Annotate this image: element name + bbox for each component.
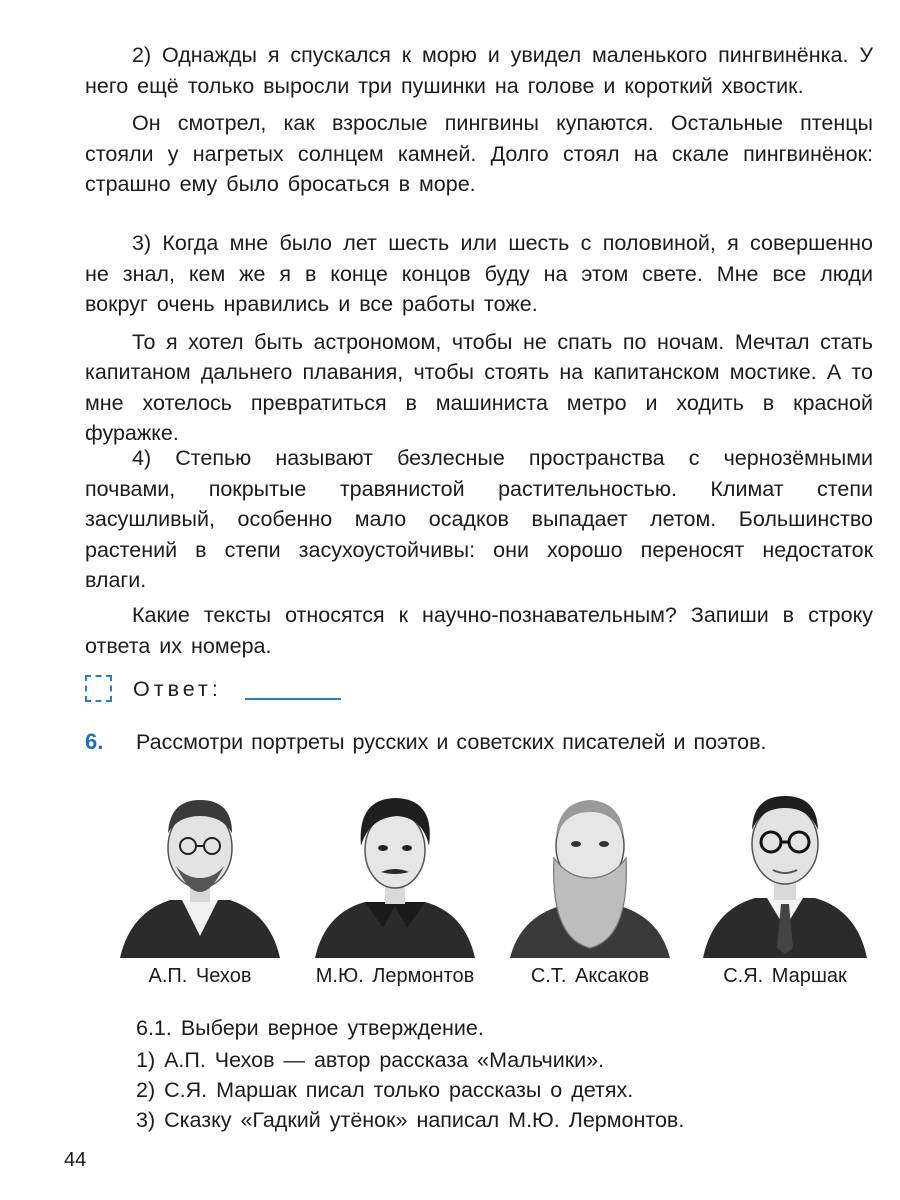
text-3 bbox=[85, 228, 873, 449]
portrait-caption: М.Ю. Лермонтов bbox=[315, 965, 475, 987]
portrait-marshak-icon bbox=[695, 778, 875, 958]
portrait-caption: А.П. Чехов bbox=[148, 965, 252, 987]
text-4 bbox=[85, 443, 873, 596]
task-6-number: 6. bbox=[85, 729, 104, 754]
text-3-paragraph-2: То я хотел быть астрономом, чтобы не спать по ночам. Мечтал стать капитаном дальнего плавания, чтобы стоять на капитанском мостике. А то мне хотелось превратиться в машиниста метро и ходить в красной фуражке. bbox=[85, 329, 873, 445]
question-text bbox=[85, 600, 873, 661]
page-number: 44 bbox=[64, 1149, 87, 1171]
text-3-paragraph-1: 3) Когда мне было лет шесть или шесть с половиной, я совершенно не знал, кем же я в конце концов буду на этом свете. Мне все люди вокруг очень нравились и все работы тоже. bbox=[85, 231, 873, 316]
portrait-card-marshak bbox=[695, 778, 875, 987]
option-1[interactable]: 1) А.П. Чехов — автор рассказа «Мальчики». bbox=[136, 1048, 605, 1072]
portrait-caption: С.Т. Аксаков bbox=[530, 965, 650, 987]
portrait-caption: С.Я. Маршак bbox=[723, 965, 847, 987]
answer-checkbox[interactable] bbox=[85, 675, 112, 702]
text-4-paragraph-1: 4) Степью называют безлесные пространства с чернозёмными почвами, покрытые травянистой растительностью. Климат степи засушливый, особенно мало осадков выпадает летом. Большинство растений в степи засухоустойчивы: они хорошо переносят недостаток влаги. bbox=[85, 446, 873, 592]
subtask-title: 6.1. Выбери верное утверждение. bbox=[136, 1016, 484, 1040]
portrait-card-lermontov bbox=[305, 778, 485, 987]
portrait-chekhov-icon bbox=[110, 778, 290, 958]
option-2[interactable]: 2) С.Я. Маршак писал только рассказы о детях. bbox=[136, 1078, 634, 1102]
portrait-card-chekhov bbox=[110, 778, 290, 987]
question-paragraph: Какие тексты относятся к научно-познавательным? Запиши в строку ответа их номера. bbox=[85, 603, 873, 658]
answer-input-line[interactable] bbox=[245, 698, 341, 700]
text-2 bbox=[85, 40, 873, 200]
portrait-aksakov-icon bbox=[500, 778, 680, 958]
portraits-row bbox=[110, 778, 870, 993]
answer-label: Ответ: bbox=[133, 677, 222, 701]
text-2-paragraph-2: Он смотрел, как взрослые пингвины купаются. Остальные птенцы стояли у нагретых солнцем камней. Долго стоял на скале пингвинёнок: страшно ему было бросаться в море. bbox=[85, 111, 873, 196]
portrait-lermontov-icon bbox=[305, 778, 485, 958]
option-3[interactable]: 3) Сказку «Гадкий утёнок» написал М.Ю. Лермонтов. bbox=[136, 1108, 685, 1132]
answer-row bbox=[85, 675, 385, 705]
portrait-card-aksakov bbox=[500, 778, 680, 987]
task-6-text: Рассмотри портреты русских и советских писателей и поэтов. bbox=[136, 730, 767, 754]
text-2-paragraph-1: 2) Однажды я спускался к морю и увидел маленького пингвинёнка. У него ещё только выросли три пушинки на голове и короткий хвостик. bbox=[85, 43, 873, 98]
